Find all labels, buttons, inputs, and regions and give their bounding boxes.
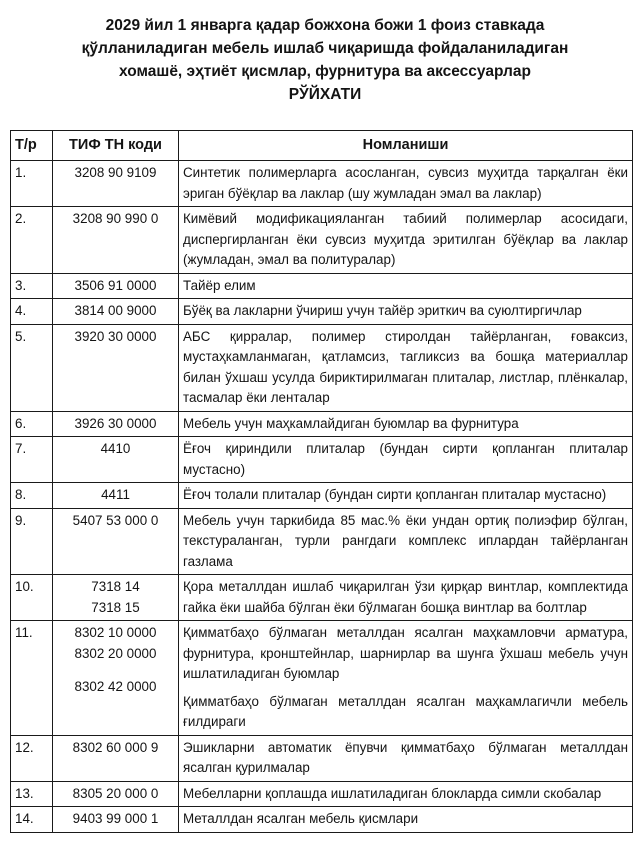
row-name: Металлдан ясалган мебель қисмлари [179,807,633,833]
table-row [11,508,633,575]
row-number: 7. [11,437,53,483]
table-row [11,411,633,437]
row-code-line: 8302 10 0000 [74,625,157,640]
row-subname: Қимматбаҳо бўлмаган металлдан ясалган маҳкамлагичли мебель ғилдираги [183,693,628,729]
row-name: Мебель учун маҳкамлайдиган буюмлар ва фурнитура [179,411,633,437]
table-row [11,781,633,807]
row-number: 4. [11,299,53,325]
row-code: 4410 [53,437,179,483]
row-name: Эшикларни автоматик ёпувчи қимматбаҳо бўлмаган металлдан ясалган қурилмалар [179,735,633,781]
title-line: 2029 йил 1 январга қадар божхона божи 1 фоиз ставкада [105,17,545,34]
row-number: 11. [11,621,53,736]
row-name [179,621,633,736]
table-row [11,621,633,736]
row-code: 3208 90 990 0 [53,207,179,274]
row-number: 5. [11,324,53,411]
table-row [11,273,633,299]
table-row [11,483,633,509]
row-code: 3506 91 0000 [53,273,179,299]
row-name: Ёғоч қириндили плиталар (бундан сирти қопланган плиталар мустасно) [179,437,633,483]
row-number: 13. [11,781,53,807]
row-number: 2. [11,207,53,274]
table-row [11,735,633,781]
row-name: Мебелларни қоплашда ишлатиладиган блокларда симли скобалар [179,781,633,807]
row-code: 3814 00 9000 [53,299,179,325]
row-code: 8302 60 000 9 [53,735,179,781]
row-number: 1. [11,161,53,207]
row-code-line: 8302 42 0000 [74,679,157,694]
row-code: 5407 53 000 0 [53,508,179,575]
row-number: 14. [11,807,53,833]
table-row [11,324,633,411]
header-name: Номланиши [179,131,633,161]
row-number: 12. [11,735,53,781]
row-code: 3208 90 9109 [53,161,179,207]
row-number: 3. [11,273,53,299]
table-row [11,807,633,833]
title-line: қўлланиладиган мебель ишлаб чиқаришда фойдаланиладиган [81,40,569,57]
row-number: 6. [11,411,53,437]
row-name: Бўёқ ва лакларни ўчириш учун тайёр эриткич ва суюлтиргичлар [179,299,633,325]
row-name: Тайёр елим [179,273,633,299]
row-name: АБС қирралар, полимер стиролдан тайёрланган, ғовaксиз, мустаҳкамланмаган, қатламсиз, тагликсиз ва бошқа материаллар билан ўхшаш усулда бириктирилмаган плиталар, листлар, плёнкалар, тасмалар ёки лентaлар [179,324,633,411]
table-row [11,299,633,325]
row-code-line: 7318 14 [91,579,140,594]
row-code: 8305 20 000 0 [53,781,179,807]
row-code-line: 7318 15 [91,599,140,615]
row-code: 3926 30 0000 [53,411,179,437]
row-code: 4411 [53,483,179,509]
table-row [11,207,633,274]
table-header-row [11,131,633,161]
table-row [11,161,633,207]
row-name: Кимёвий модификацияланган табиий полимерлар асосидаги, диспергирланган ёки сувсиз муҳитда эритилган бўёқлар ва лаклар (жумладан, эмал ва политуралар) [179,207,633,274]
header-number: Т/р [11,131,53,161]
row-name: Ёғоч толали плиталар (бундан сирти қопланган плиталар мустасно) [179,483,633,509]
row-name: Синтетик полимерларга асосланган, сувсиз муҳитда тарқалган ёки эриган бўёқлар ва лаклар (шу жумладан эмал ва лаклар) [179,161,633,207]
row-name: Мебель учун таркибида 85 мас.% ёки ундан ортиқ полиэфир бўлган, текстураланган, турли рангдаги комплекс иплардан тайёрланган газлама [179,508,633,575]
table-row [11,437,633,483]
goods-table [10,130,633,833]
row-name: Қора металлдан ишлаб чиқарилган ўзи қирқар винтлар, комплектида гайка ёки шайба бўлган ёки бўлмаган бошқа винтлар ва болтлар [179,575,633,621]
row-code [53,621,179,736]
document-title [20,14,630,106]
row-code: 3920 30 0000 [53,324,179,411]
spacer [57,664,174,677]
row-code: 9403 99 000 1 [53,807,179,833]
title-line: РЎЙХАТИ [288,86,362,103]
row-code [53,575,179,621]
table-row [11,575,633,621]
row-code-line: 8302 20 0000 [74,645,157,661]
title-line: хомашё, эҳтиёт қисмлар, фурнитура ва аксессуарлар [119,63,531,80]
spacer [183,685,628,692]
row-subname: Қимматбаҳо бўлмаган металлдан ясалган маҳкамловчи арматура, фурнитура, кронштейнлар, шарнирлар ва шунга ўхшаш мебель учун ишлатиладиган буюмлар [183,625,628,681]
row-number: 8. [11,483,53,509]
header-code: ТИФ ТН коди [53,131,179,161]
row-number: 10. [11,575,53,621]
row-number: 9. [11,508,53,575]
